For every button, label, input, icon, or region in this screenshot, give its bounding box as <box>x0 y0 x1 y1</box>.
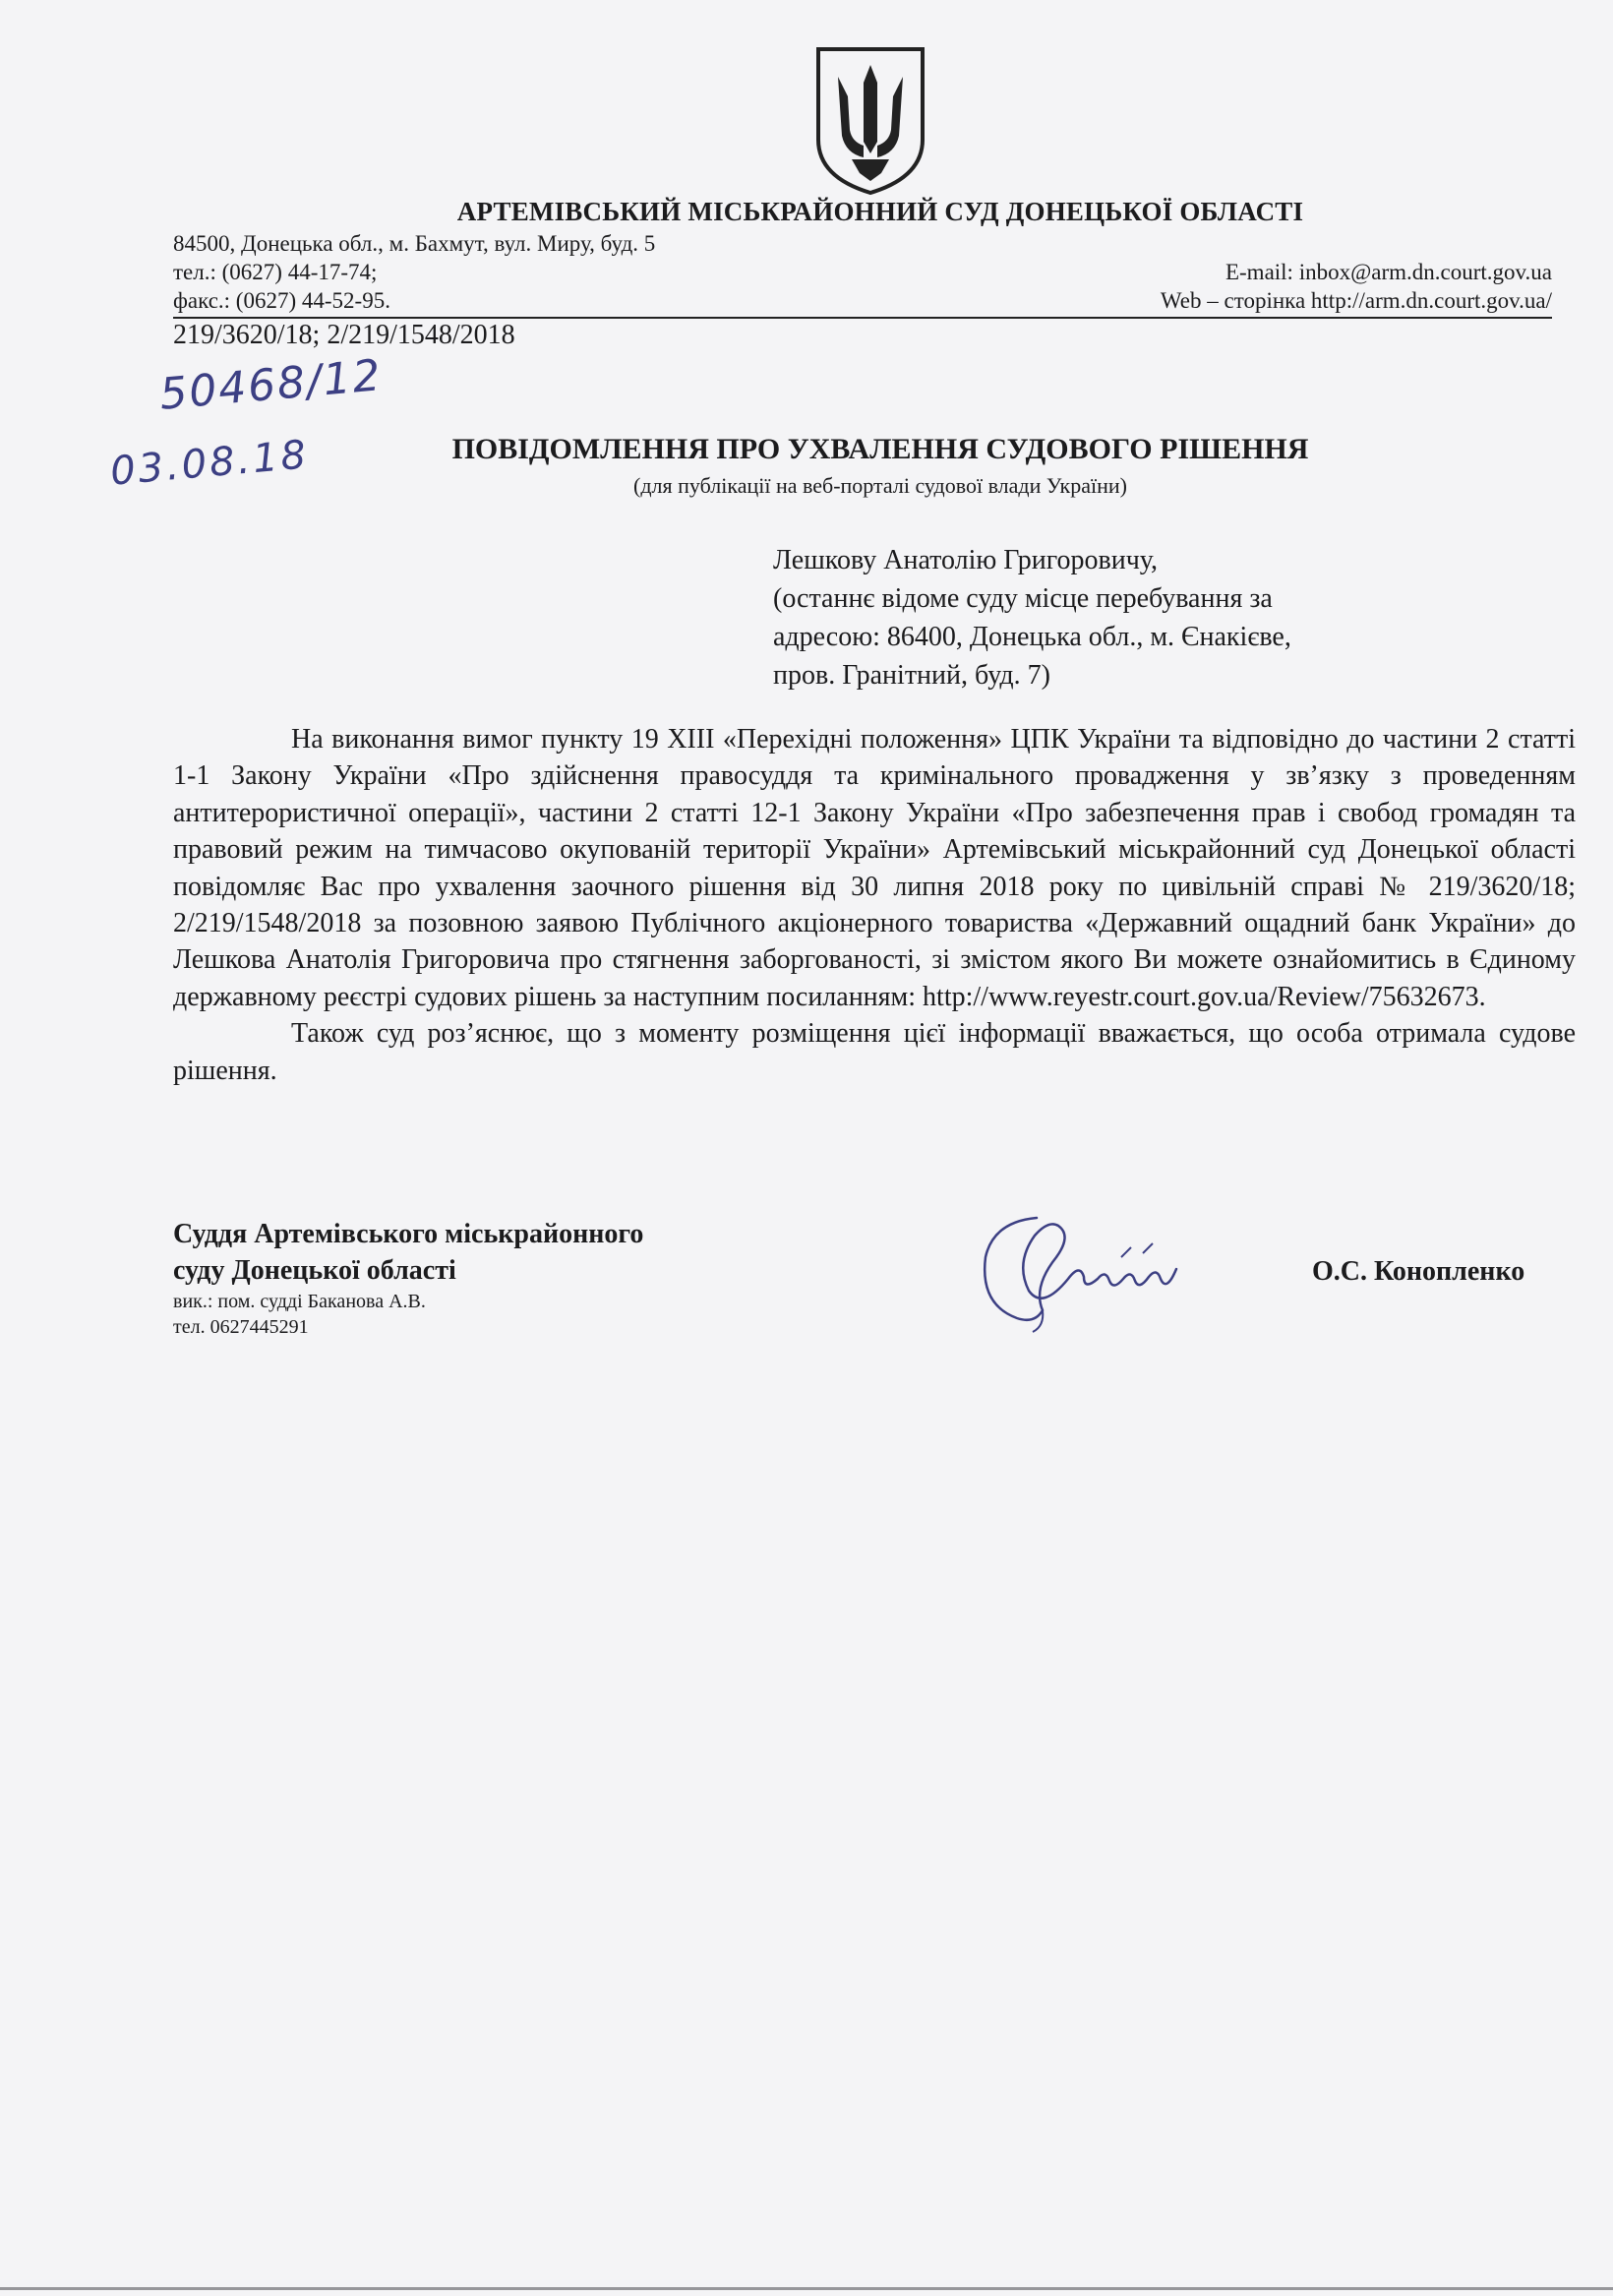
handwritten-date: 03.08.18 <box>108 432 311 495</box>
executor-name: вик.: пом. судді Баканова А.В. <box>173 1291 426 1312</box>
body-paragraph: Також суд роз’яснює, що з моменту розміщення цієї інформації вважається, що особа отримала судове рішення. <box>173 1018 1576 1086</box>
body-paragraph: На виконання вимог пункту 19 XIII «Перехідні положення» ЦПК України та відповідно до частини 2 статті 1-1 Закону України «Про здійснення правосуддя та кримінального провадження у зв’язку з проведенням антитерористичної операції», частини 2 статті 12-1 Закону України «Про забезпечення прав і свобод громадян та правовий режим на тимчасово окупованій території України» Артемівський міськрайонний суд Донецької області повідомляє Вас про ухвалення заочного рішення від 30 липня 2018 року по цивільній справі № 219/3620/18; 2/219/1548/2018 за позовною заявою Публічного акціонерного товариства «Державний ощадний банк України» до Лешкова Анатолія Григоровича про стягнення заборгованості, зі змістом якого Ви можете ознайомитись в Єдиному державному реєстрі судових рішень за наступним посиланням: http://www.reyestr.court.gov.ua/Review/75632673. <box>173 724 1576 1012</box>
signatory-block <box>173 1216 643 1340</box>
ukraine-trident-emblem-icon <box>812 43 928 197</box>
notice-subtitle: (для публікації на веб-порталі судової влади України) <box>633 473 1127 498</box>
addressee-line: (останнє відоме суду місце перебування за <box>773 583 1273 614</box>
contact-info <box>173 229 1552 315</box>
court-fax: факс.: (0627) 44-52-95. <box>173 288 390 313</box>
judge-name: О.С. Конопленко <box>1312 1256 1525 1287</box>
executor-phone: тел. 0627445291 <box>173 1316 309 1338</box>
court-email: E-mail: inbox@arm.dn.court.gov.ua <box>1225 260 1552 284</box>
addressee-line: пров. Гранітний, буд. 7) <box>773 660 1050 691</box>
court-phone: тел.: (0627) 44-17-74; <box>173 260 378 284</box>
addressee-line: Лешкову Анатолію Григоровичу, <box>773 545 1158 575</box>
addressee-block <box>773 541 1462 695</box>
addressee-line: адресою: 86400, Донецька обл., м. Єнакієве, <box>773 622 1291 652</box>
case-number: 219/3620/18; 2/219/1548/2018 <box>173 320 515 350</box>
notice-title: ПОВІДОМЛЕННЯ ПРО УХВАЛЕННЯ СУДОВОГО РІШЕННЯ <box>451 433 1309 465</box>
court-website: Web – сторінка http://arm.dn.court.gov.ua/ <box>1160 288 1552 313</box>
judge-title-line: суду Донецької області <box>173 1255 456 1286</box>
handwritten-registration-number: 50468/12 <box>157 350 385 420</box>
header-divider <box>173 317 1552 319</box>
scan-bottom-edge <box>0 2287 1613 2290</box>
court-address: 84500, Донецька обл., м. Бахмут, вул. Миру, буд. 5 <box>173 231 656 256</box>
judge-title-line: Суддя Артемівського міськрайонного <box>173 1219 644 1249</box>
handwritten-signature-icon <box>974 1188 1200 1336</box>
notice-body <box>173 721 1576 1089</box>
court-name: АРТЕМІВСЬКИЙ МІСЬКРАЙОННИЙ СУД ДОНЕЦЬКОЇ ОБЛАСТІ <box>456 197 1304 226</box>
